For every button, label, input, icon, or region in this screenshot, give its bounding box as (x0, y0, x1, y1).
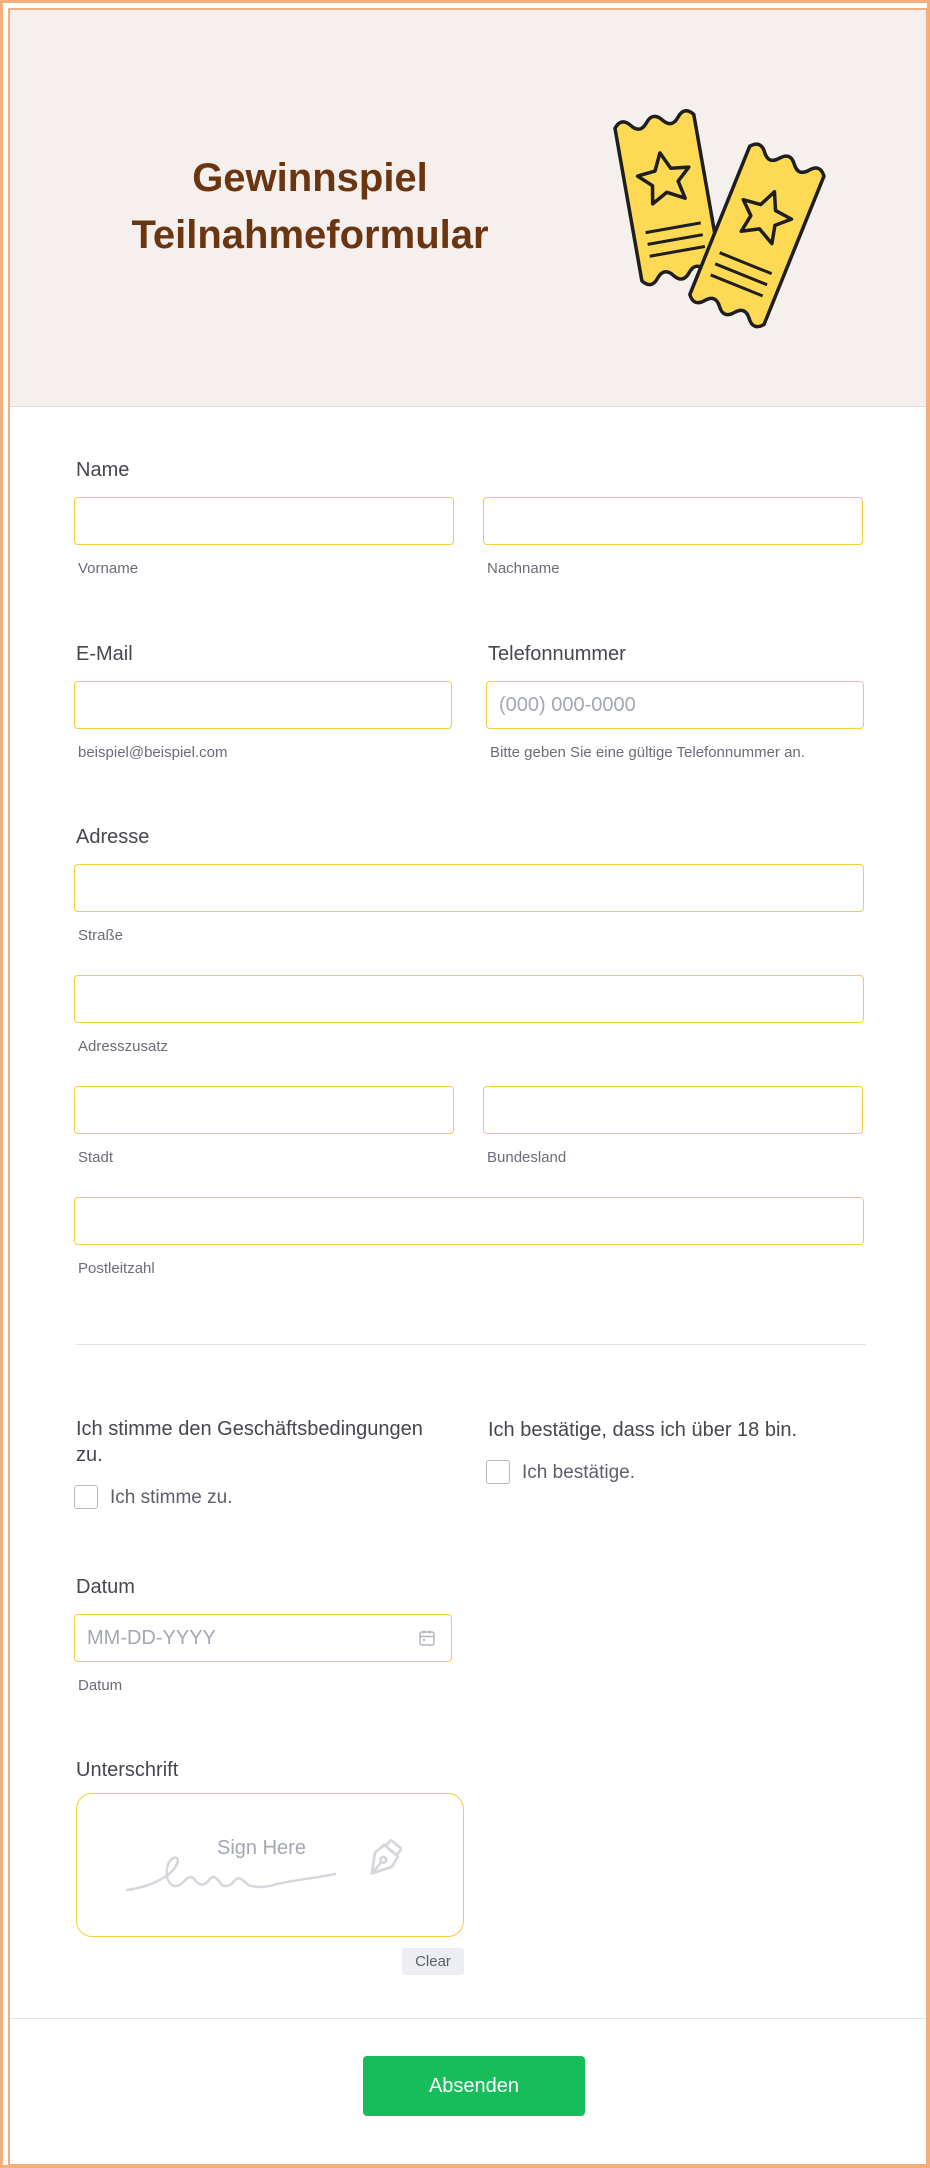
title-line-1: Gewinnspiel (192, 156, 428, 200)
ticket-icon (590, 90, 840, 340)
sign-here-text: Sign Here (217, 1837, 306, 1859)
date-sublabel: Datum (78, 1677, 123, 1694)
address-line2-input[interactable] (74, 975, 864, 1023)
street-input[interactable] (74, 864, 864, 912)
form-container (8, 8, 928, 2166)
signature-pad[interactable] (76, 1793, 464, 1937)
clear-signature-button[interactable]: Clear (402, 1948, 464, 1975)
age-checkbox[interactable] (486, 1460, 510, 1484)
last-name-sublabel: Nachname (487, 560, 560, 577)
city-input[interactable] (74, 1086, 454, 1134)
state-sublabel: Bundesland (487, 1149, 567, 1166)
email-label: E-Mail (76, 643, 133, 665)
submit-button[interactable]: Absenden (363, 2056, 585, 2116)
terms-checkbox[interactable] (74, 1485, 98, 1509)
date-label: Datum (76, 1576, 135, 1598)
terms-question-line-1: Ich stimme den Geschäftsbedingungen (76, 1418, 423, 1440)
date-input[interactable] (74, 1614, 452, 1662)
title-line-2: Teilnahmeformular (131, 213, 489, 257)
address-line2-sublabel: Adresszusatz (78, 1038, 169, 1055)
terms-option-label[interactable]: Ich stimme zu. (110, 1487, 233, 1508)
address-label: Adresse (76, 826, 150, 848)
footer-divider (10, 2018, 926, 2019)
signature-placeholder-scribble (125, 1834, 365, 1904)
signature-label: Unterschrift (76, 1759, 179, 1781)
terms-question (76, 1416, 476, 1468)
zip-input[interactable] (74, 1197, 864, 1245)
city-sublabel: Stadt (78, 1149, 114, 1166)
form-title (70, 150, 550, 264)
pen-nib-icon (361, 1836, 407, 1882)
email-sublabel: beispiel@beispiel.com (78, 744, 228, 761)
phone-label: Telefonnummer (488, 643, 626, 665)
section-divider (76, 1344, 866, 1345)
form-header (10, 10, 926, 407)
email-input[interactable] (74, 681, 452, 729)
calendar-icon[interactable] (418, 1629, 436, 1647)
name-label: Name (76, 459, 130, 481)
street-sublabel: Straße (78, 927, 124, 944)
age-question: Ich bestätige, dass ich über 18 bin. (488, 1419, 798, 1441)
terms-question-line-2: zu. (76, 1444, 103, 1466)
zip-sublabel: Postleitzahl (78, 1260, 155, 1277)
phone-sublabel: Bitte geben Sie eine gültige Telefonnummer an. (490, 744, 805, 761)
last-name-input[interactable] (483, 497, 863, 545)
first-name-input[interactable] (74, 497, 454, 545)
age-option-label[interactable]: Ich bestätige. (522, 1462, 636, 1483)
phone-input[interactable] (486, 681, 864, 729)
first-name-sublabel: Vorname (78, 560, 139, 577)
state-input[interactable] (483, 1086, 863, 1134)
